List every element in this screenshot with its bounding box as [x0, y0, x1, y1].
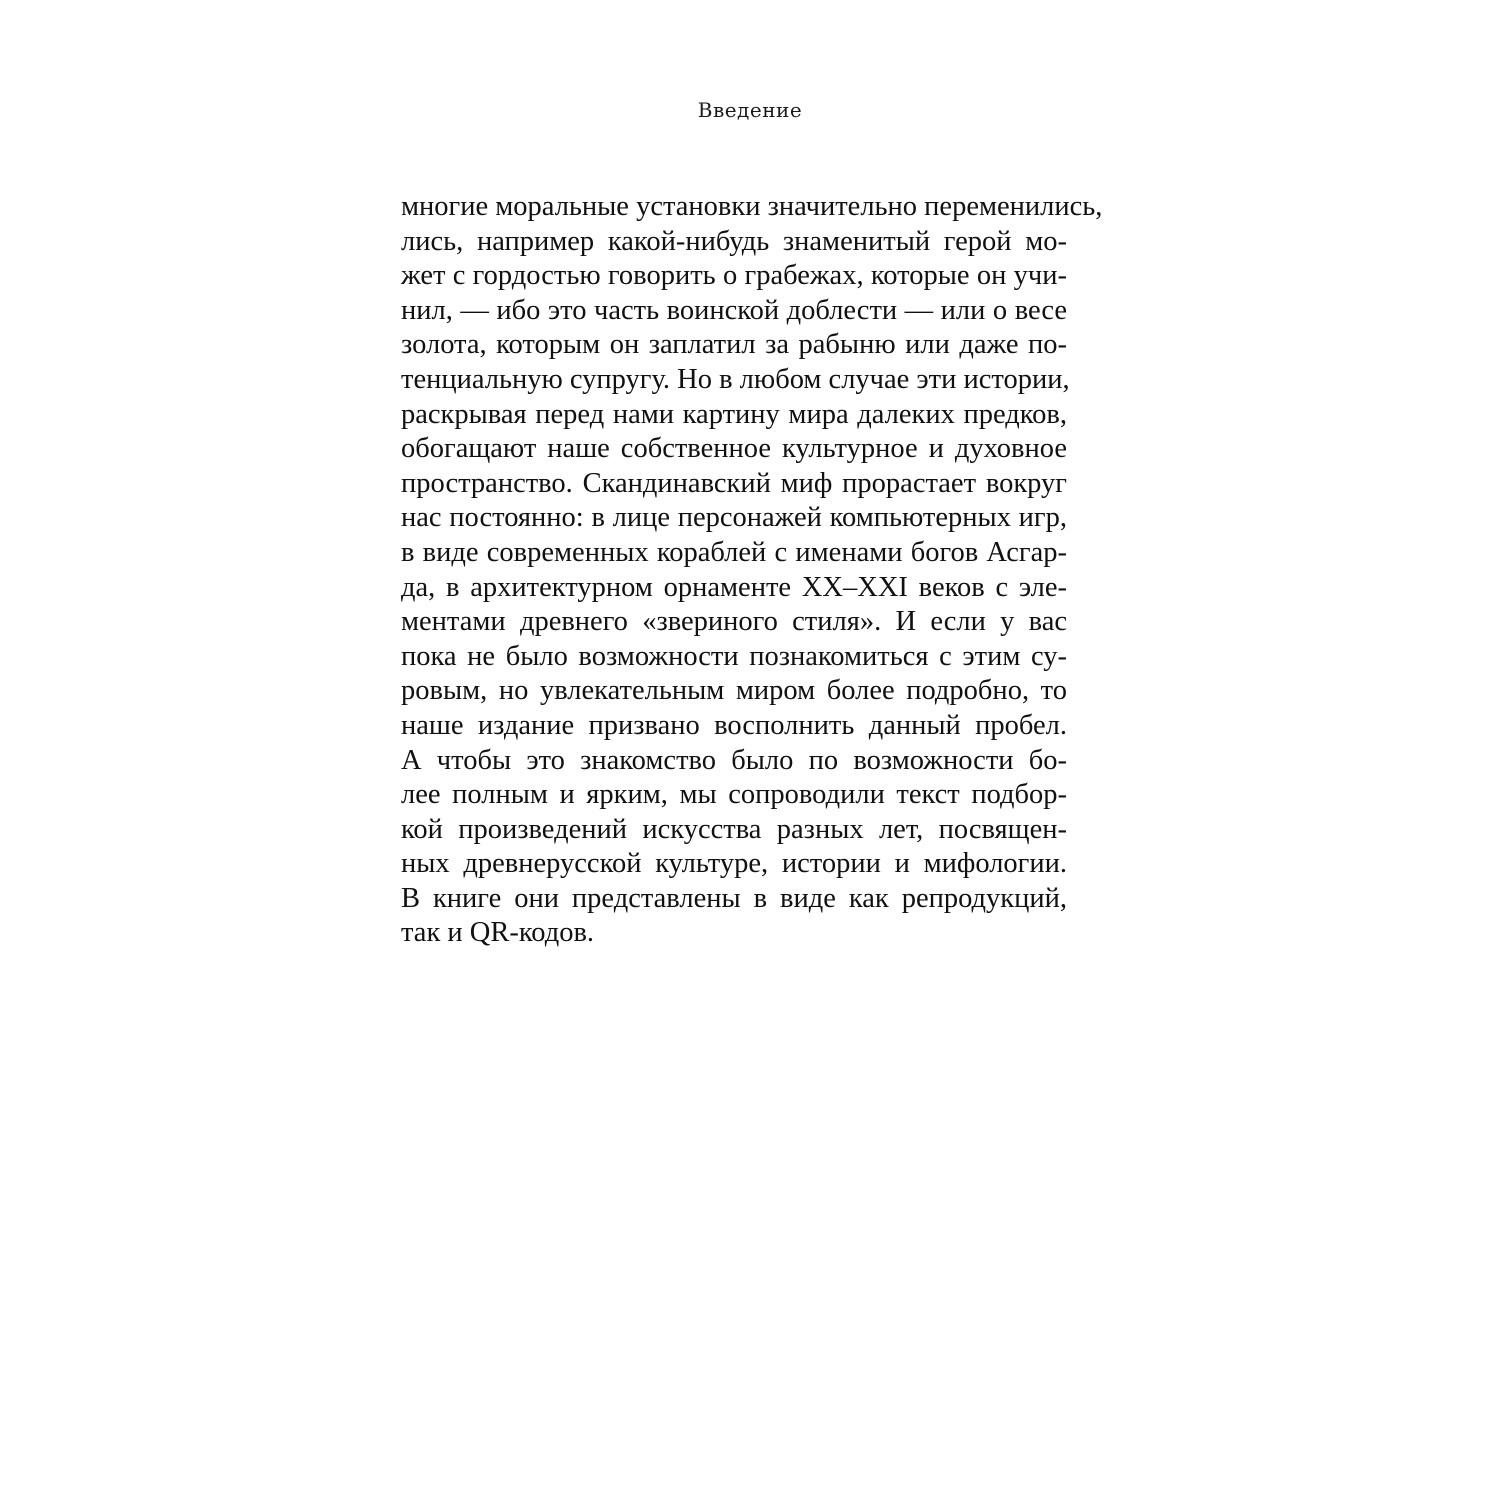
- running-head: Введение: [697, 98, 803, 122]
- text-line: ных древнерусской культуре, истории и мифологии.: [401, 848, 1067, 880]
- text-line: обогащают наше собственное культурное и духовное: [401, 433, 1067, 465]
- text-line: нил, — ибо это часть воинской доблести — или о весе: [401, 294, 1067, 326]
- text-line: ровым, но увлекательным миром более подробно, то: [401, 675, 1067, 707]
- text-line: раскрывая перед нами картину мира далеких предков,: [401, 398, 1067, 430]
- text-line: В книге они представлены в виде как репродукций,: [401, 882, 1067, 914]
- text-line: тенциальную супругу. Но в любом случае эти истории,: [401, 363, 1070, 395]
- text-line: пока не было возможности познакомиться с этим су-: [401, 640, 1067, 672]
- text-line: в виде современных кораблей с именами богов Асгар-: [401, 536, 1067, 568]
- text-line: жет с гордостью говорить о грабежах, которые он учи-: [401, 260, 1067, 292]
- text-line: да, в архитектурном орнаменте XX–XXI веков с эле-: [401, 571, 1067, 603]
- text-line: лее полным и ярким, мы сопроводили текст подбор-: [401, 779, 1067, 811]
- text-line: нас постоянно: в лице персонажей компьютерных игр,: [401, 502, 1067, 534]
- text-line: многие моральные установки значительно переменились,: [401, 191, 1103, 222]
- text-line: лись, например какой-нибудь знаменитый герой мо-: [401, 225, 1067, 257]
- body-paragraph: [401, 190, 1103, 951]
- text-line: А чтобы это знакомство было по возможности бо-: [401, 744, 1067, 776]
- text-line-last: так и QR-кодов.: [401, 917, 595, 949]
- text-line: кой произведений искусства разных лет, посвящен-: [401, 813, 1067, 845]
- text-line: наше издание призвано восполнить данный пробел.: [401, 709, 1067, 741]
- text-line: золота, которым он заплатил за рабыню или даже по-: [401, 329, 1067, 361]
- text-line: ментами древнего «звериного стиля». И если у вас: [401, 606, 1067, 638]
- text-line: пространство. Скандинавский миф прорастает вокруг: [401, 467, 1067, 499]
